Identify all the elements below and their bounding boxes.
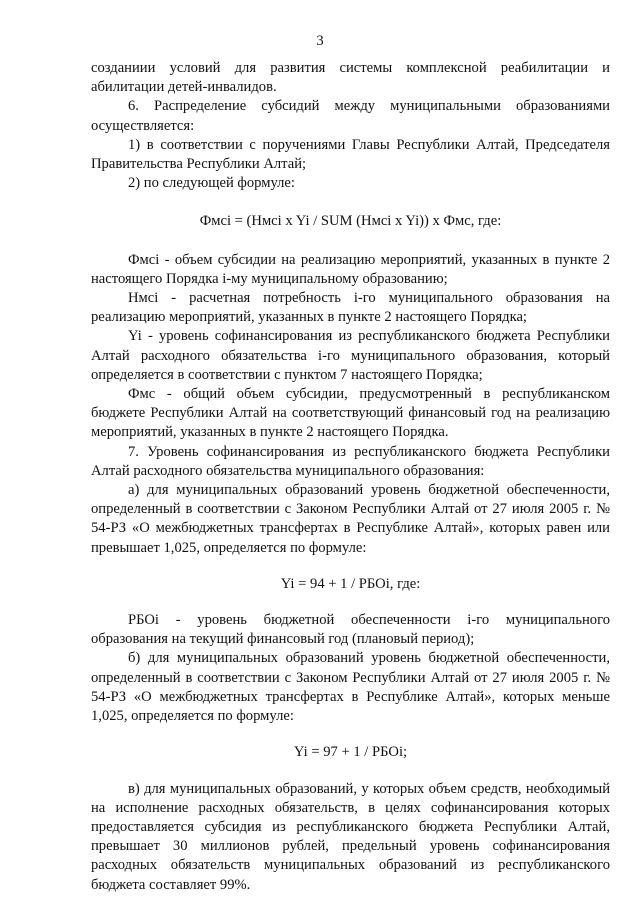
page-number: 3: [316, 33, 324, 49]
formula-yi-97: Yi = 97 + 1 / РБОi;: [293, 744, 408, 761]
paragraph-item-7: 7. Уровень софинансирования из республиканского бюджета Республики Алтай расходного обязательства муниципального образования:: [91, 443, 610, 479]
formula-yi-94: Yi = 94 + 1 / РБОi, где:: [280, 575, 421, 592]
formula-distribution: Фмсi = (Нмсi x Yi / SUM (Нмсi x Yi)) x Фмс, где:: [199, 213, 502, 230]
definition-fmsi: Фмсi - объем субсидии на реализацию мероприятий, указанных в пункте 2 настоящего Порядка i-му муниципальному образованию;: [91, 251, 610, 287]
paragraph-subitem-1: 1) в соответствии с поручениями Главы Республики Алтай, Председателя Правительства Республики Алтай;: [91, 136, 610, 173]
paragraph-subitem-2: 2) по следующей формуле:: [128, 175, 295, 192]
document-body: [91, 59, 610, 895]
definition-fms: Фмс - общий объем субсидии, предусмотренный в республиканском бюджете Республики Алтай на соответствующий финансовый год на реализацию мероприятий, указанных в пункте 2 настоящего Порядка.: [91, 386, 610, 441]
paragraph-subitem-b: б) для муниципальных образований уровень бюджетной обеспеченности, определенный в соответствии с Законом Республики Алтай от 27 июля 2005 г. № 54-РЗ «О межбюджетных трансфертах в Республике Алтай», которых меньше 1,025, определяется по формуле:: [91, 650, 610, 725]
definition-nmsi: Нмсi - расчетная потребность i-го муниципального образования на реализацию мероприятий, указанных в пункте 2 настоящего Порядка;: [91, 290, 610, 326]
paragraph-subitem-v: в) для муниципальных образований, у которых объем средств, необходимый на исполнение расходных обязательств, в целях софинансирования которых предоставляется субсидия из республиканского бюджета Республики Алтай, превышает 30 миллионов рублей, предельный уровень софинансирования расходных обязательств муниципальных образований из республиканского бюджета составляет 99%.: [91, 780, 610, 893]
paragraph-subitem-a: а) для муниципальных образований уровень бюджетной обеспеченности, определенный в соответствии с Законом Республики Алтай от 27 июля 2005 г. № 54-РЗ «О межбюджетных трансфертах в Республике Алтай», которых равен или превышает 1,025, определяется по формуле:: [91, 482, 610, 556]
paragraph-continuation: созданиии условий для развития системы комплексной реабилитации и абилитации детей-инвалидов.: [91, 60, 610, 96]
paragraph-item-6: 6. Распределение субсидий между муниципальными образованиями осуществляется:: [91, 98, 610, 134]
definition-yi: Yi - уровень софинансирования из республиканского бюджета Республики Алтай расходного обязательства i-го муниципального образования, который определяется в соответствии с пунктом 7 настоящего Порядка;: [91, 328, 610, 383]
definition-rboi: РБОi - уровень бюджетной обеспеченности i-го муниципального образования на текущий финансовый год (плановый период);: [91, 612, 610, 648]
